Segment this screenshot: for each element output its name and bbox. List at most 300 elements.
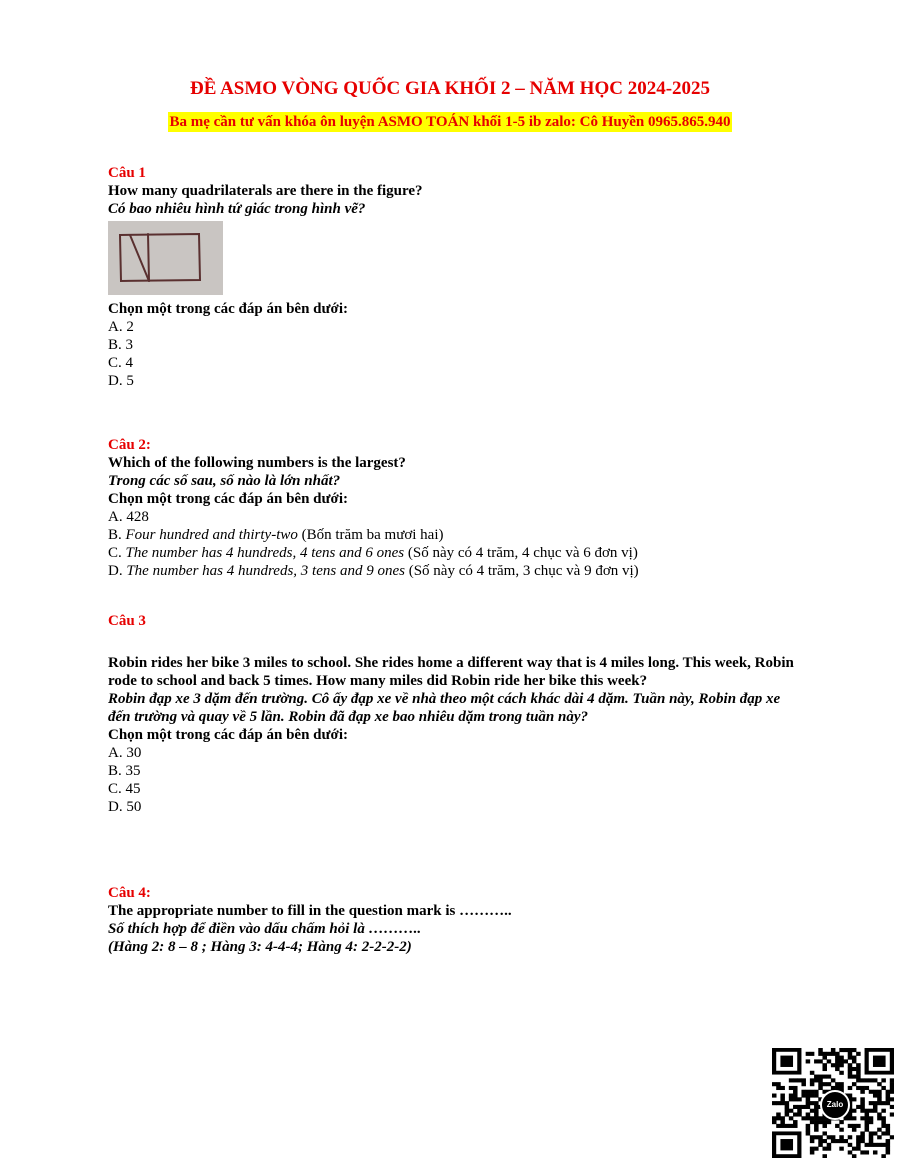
qr-module: [865, 1128, 870, 1132]
qr-module: [797, 1109, 802, 1113]
qr-module: [822, 1052, 827, 1056]
qr-module: [822, 1124, 827, 1128]
option-d-prefix: D.: [108, 563, 127, 579]
qr-module: [886, 1147, 891, 1151]
qr-module: [827, 1075, 832, 1079]
qr-module: [806, 1101, 811, 1105]
qr-module: [797, 1097, 802, 1101]
qr-module: [873, 1078, 878, 1082]
qr-module: [848, 1143, 853, 1147]
qr-module: [810, 1052, 815, 1056]
qr-module: [873, 1131, 878, 1135]
qr-module: [818, 1082, 823, 1086]
qr-module: [848, 1094, 853, 1098]
qr-module: [814, 1135, 819, 1139]
qr-module: [776, 1112, 781, 1116]
qr-module: [818, 1052, 823, 1056]
qr-module: [835, 1063, 840, 1067]
qr-module: [886, 1124, 891, 1128]
qr-module: [810, 1135, 815, 1139]
option-b-prefix: B.: [108, 527, 126, 543]
qr-module: [886, 1097, 891, 1101]
qr-module: [827, 1120, 832, 1124]
qr-module: [810, 1082, 815, 1086]
qr-module: [869, 1078, 874, 1082]
qr-module: [789, 1109, 794, 1113]
qr-module: [869, 1131, 874, 1135]
qr-module: [839, 1120, 844, 1124]
qr-module: [780, 1094, 785, 1098]
qr-module: [814, 1112, 819, 1116]
qr-module: [852, 1048, 857, 1052]
qr-module: [852, 1056, 857, 1060]
question-1-english: How many quadrilaterals are there in the figure?: [108, 183, 423, 199]
qr-module: [839, 1086, 844, 1090]
question-3-vietnamese: Robin đạp xe 3 dặm đến trường. Cô ấy đạp xe về nhà theo một cách khác dài 4 dặm. Tuần này, Robin đạp xe đến trường và quay về 5 lần. Robin đã đạp xe bao nhiêu dặm trong tuần này?: [108, 691, 781, 725]
qr-module: [873, 1109, 878, 1113]
qr-module: [822, 1063, 827, 1067]
qr-module: [886, 1150, 891, 1154]
question-2-choose-text: Chọn một trong các đáp án bên dưới:: [108, 491, 348, 507]
qr-module: [852, 1109, 857, 1113]
qr-module: [873, 1094, 878, 1098]
option-d-english: The number has 4 hundreds, 3 tens and 9 ones: [126, 563, 405, 579]
question-1-option-b[interactable]: B. 3: [108, 337, 134, 353]
qr-module: [869, 1139, 874, 1143]
qr-module: [827, 1059, 832, 1063]
qr-module: [806, 1097, 811, 1101]
qr-module: [814, 1059, 819, 1063]
question-4-hint: (Hàng 2: 8 – 8 ; Hàng 3: 4-4-4; Hàng 4: 2-2-2-2): [108, 939, 412, 955]
qr-module: [818, 1139, 823, 1143]
qr-module: [852, 1059, 857, 1063]
qr-module: [780, 1120, 785, 1124]
qr-module: [856, 1135, 861, 1139]
qr-module: [881, 1131, 886, 1135]
qr-module: [818, 1075, 823, 1079]
qr-module: [776, 1124, 781, 1128]
qr-module: [839, 1082, 844, 1086]
qr-module: [881, 1124, 886, 1128]
qr-module: [839, 1147, 844, 1151]
qr-module: [852, 1067, 857, 1071]
qr-module: [873, 1090, 878, 1094]
qr-module: [839, 1139, 844, 1143]
qr-module: [814, 1128, 819, 1132]
qr-module: [848, 1135, 853, 1139]
qr-module: [801, 1094, 806, 1098]
qr-module: [839, 1135, 844, 1139]
qr-module: [806, 1131, 811, 1135]
question-2-vietnamese: Trong các số sau, số nào là lớn nhất?: [108, 473, 341, 489]
question-2: [108, 436, 798, 580]
qr-module: [848, 1075, 853, 1079]
question-3-option-c[interactable]: C. 45: [108, 781, 141, 797]
qr-module: [822, 1067, 827, 1071]
qr-module: [776, 1116, 781, 1120]
qr-module: [835, 1059, 840, 1063]
qr-module: [856, 1147, 861, 1151]
contact-banner-wrap: [0, 112, 900, 132]
qr-module: [873, 1105, 878, 1109]
qr-module: [806, 1052, 811, 1056]
question-3-choose-text: Chọn một trong các đáp án bên dưới:: [108, 727, 348, 743]
qr-module: [890, 1078, 894, 1082]
qr-module: [839, 1071, 844, 1075]
qr-module: [852, 1082, 857, 1086]
qr-module: [793, 1112, 798, 1116]
qr-module: [869, 1116, 874, 1120]
qr-module: [886, 1094, 891, 1098]
quadrilateral-diagram: [108, 221, 223, 295]
qr-module: [856, 1071, 861, 1075]
qr-module: [785, 1112, 790, 1116]
qr-module: [814, 1101, 819, 1105]
question-3-label-block: [108, 612, 798, 630]
middle-vertical-line: [148, 234, 149, 281]
question-3-option-b[interactable]: B. 35: [108, 763, 141, 779]
qr-module: [835, 1056, 840, 1060]
qr-module: [831, 1048, 836, 1052]
qr-module: [890, 1097, 894, 1101]
qr-module: [852, 1075, 857, 1079]
qr-module: [810, 1116, 815, 1120]
qr-module: [780, 1124, 785, 1128]
qr-module: [881, 1120, 886, 1124]
qr-module: [886, 1139, 891, 1143]
qr-module: [835, 1067, 840, 1071]
qr-module: [797, 1112, 802, 1116]
qr-module: [856, 1124, 861, 1128]
qr-module: [780, 1056, 793, 1067]
qr-module: [877, 1090, 882, 1094]
qr-module: [831, 1078, 836, 1082]
option-d-vietnamese: (Số này có 4 trăm, 3 chục và 9 đơn vị): [404, 563, 639, 579]
qr-module: [789, 1116, 794, 1120]
qr-module: [860, 1116, 865, 1120]
qr-module: [881, 1078, 886, 1082]
qr-module: [852, 1124, 857, 1128]
qr-module: [848, 1048, 853, 1052]
qr-module: [869, 1109, 874, 1113]
qr-module: [886, 1143, 891, 1147]
qr-module: [877, 1143, 882, 1147]
qr-module: [856, 1063, 861, 1067]
qr-module: [869, 1135, 874, 1139]
qr-module: [835, 1139, 840, 1143]
qr-module: [852, 1154, 857, 1158]
question-2-option-a[interactable]: A. 428: [108, 509, 149, 525]
qr-module: [873, 1143, 878, 1147]
qr-module: [806, 1116, 811, 1120]
qr-module: [810, 1109, 815, 1113]
qr-module: [814, 1094, 819, 1098]
qr-module: [827, 1147, 832, 1151]
option-c-vietnamese: (Số này có 4 trăm, 4 chục và 6 đơn vị): [404, 545, 638, 561]
qr-module: [814, 1120, 819, 1124]
qr-module: [772, 1101, 777, 1105]
qr-module: [827, 1143, 832, 1147]
qr-module: [873, 1101, 878, 1105]
qr-module: [810, 1150, 815, 1154]
question-3-label: Câu 3: [108, 613, 146, 629]
qr-module: [877, 1116, 882, 1120]
qr-module: [865, 1078, 870, 1082]
qr-module: [865, 1120, 870, 1124]
question-2-option-c[interactable]: [108, 544, 798, 562]
qr-module: [856, 1143, 861, 1147]
qr-module: [793, 1120, 798, 1124]
qr-module: [822, 1131, 827, 1135]
qr-module: [852, 1116, 857, 1120]
question-1-option-d[interactable]: D. 5: [108, 373, 134, 389]
qr-module: [886, 1128, 891, 1132]
qr-module: [806, 1105, 811, 1109]
qr-module: [785, 1105, 790, 1109]
qr-module: [831, 1135, 836, 1139]
qr-module: [839, 1063, 844, 1067]
qr-module: [785, 1101, 790, 1105]
qr-module: [818, 1048, 823, 1052]
qr-module: [860, 1109, 865, 1113]
question-4-english: The appropriate number to fill in the question mark is ………..: [108, 903, 512, 919]
qr-module: [789, 1086, 794, 1090]
question-4-label: Câu 4:: [108, 885, 151, 901]
qr-module: [852, 1147, 857, 1151]
qr-module: [852, 1097, 857, 1101]
qr-module: [890, 1135, 894, 1139]
qr-module: [860, 1090, 865, 1094]
qr-module: [860, 1101, 865, 1105]
qr-module: [810, 1147, 815, 1151]
qr-module: [780, 1101, 785, 1105]
qr-module: [860, 1086, 865, 1090]
qr-module: [818, 1086, 823, 1090]
qr-module: [827, 1082, 832, 1086]
qr-module: [835, 1082, 840, 1086]
qr-module: [848, 1124, 853, 1128]
qr-module: [793, 1105, 798, 1109]
qr-module: [860, 1135, 865, 1139]
question-2-label: Câu 2:: [108, 437, 151, 453]
qr-module: [860, 1139, 865, 1143]
qr-module: [814, 1116, 819, 1120]
qr-module: [881, 1154, 886, 1158]
qr-module: [801, 1116, 806, 1120]
qr-module: [822, 1082, 827, 1086]
qr-module: [818, 1135, 823, 1139]
qr-module: [881, 1116, 886, 1120]
question-3-option-d[interactable]: D. 50: [108, 799, 142, 815]
qr-module: [806, 1112, 811, 1116]
qr-module: [873, 1150, 878, 1154]
qr-module: [810, 1078, 815, 1082]
question-2-option-d[interactable]: [108, 562, 798, 580]
page-title: ĐỀ ASMO VÒNG QUỐC GIA KHỐI 2 – NĂM HỌC 2024-2025: [189, 78, 711, 99]
qr-module: [831, 1052, 836, 1056]
qr-module: [789, 1097, 794, 1101]
qr-module: [865, 1116, 870, 1120]
qr-module: [865, 1143, 870, 1147]
question-1-answers: [108, 300, 798, 390]
qr-module: [856, 1086, 861, 1090]
qr-module: [860, 1097, 865, 1101]
qr-module: [844, 1139, 849, 1143]
question-1-option-c[interactable]: C. 4: [108, 355, 134, 371]
qr-module: [814, 1075, 819, 1079]
question-1-option-a[interactable]: A. 2: [108, 319, 134, 335]
option-c-prefix: C.: [108, 545, 126, 561]
qr-module: [869, 1143, 874, 1147]
qr-module: [806, 1124, 811, 1128]
qr-module: [869, 1101, 874, 1105]
qr-module: [886, 1090, 891, 1094]
qr-module: [877, 1094, 882, 1098]
qr-module: [797, 1078, 802, 1082]
qr-module: [785, 1124, 790, 1128]
qr-module: [877, 1082, 882, 1086]
qr-module: [780, 1116, 785, 1120]
qr-module: [831, 1063, 836, 1067]
qr-module: [877, 1101, 882, 1105]
question-4: [108, 884, 798, 956]
qr-module: [806, 1059, 811, 1063]
qr-module: [810, 1101, 815, 1105]
qr-module: [772, 1094, 777, 1098]
qr-module: [801, 1105, 806, 1109]
qr-module: [865, 1109, 870, 1113]
qr-module: [810, 1139, 815, 1143]
question-1-label: Câu 1: [108, 165, 146, 181]
qr-module: [877, 1135, 882, 1139]
qr-module: [780, 1139, 793, 1150]
qr-module: [793, 1097, 798, 1101]
qr-module: [839, 1056, 844, 1060]
qr-module: [865, 1112, 870, 1116]
qr-module: [881, 1086, 886, 1090]
qr-module: [844, 1059, 849, 1063]
qr-module: [860, 1150, 865, 1154]
qr-module: [806, 1094, 811, 1098]
qr-module: [776, 1086, 781, 1090]
qr-module: [810, 1071, 815, 1075]
qr-module: [818, 1143, 823, 1147]
option-c-english: The number has 4 hundreds, 4 tens and 6 ones: [125, 545, 405, 561]
qr-module: [869, 1090, 874, 1094]
qr-module: [877, 1128, 882, 1132]
qr-module: [848, 1052, 853, 1056]
qr-module: [793, 1124, 798, 1128]
qr-module: [776, 1082, 781, 1086]
qr-module: [856, 1105, 861, 1109]
quadrilateral-figure: [108, 221, 223, 295]
qr-module: [789, 1094, 794, 1098]
qr-module: [822, 1075, 827, 1079]
qr-module: [890, 1105, 894, 1109]
qr-module: [835, 1124, 840, 1128]
qr-module: [835, 1052, 840, 1056]
question-1-choose-text: Chọn một trong các đáp án bên dưới:: [108, 301, 348, 317]
qr-module: [860, 1078, 865, 1082]
qr-module: [797, 1105, 802, 1109]
question-1-header: [108, 164, 798, 218]
qr-module: [886, 1101, 891, 1105]
qr-module: [814, 1090, 819, 1094]
question-2-english: Which of the following numbers is the largest?: [108, 455, 406, 471]
qr-module: [873, 1056, 886, 1067]
question-3-english: Robin rides her bike 3 miles to school. She rides home a different way that is 4 miles long. This week, Robin rode to school and back 5 times. How many miles did Robin ride her bike this week?: [108, 655, 794, 689]
question-3-option-a[interactable]: A. 30: [108, 745, 142, 761]
qr-module: [848, 1071, 853, 1075]
qr-module: [801, 1078, 806, 1082]
qr-module: [856, 1052, 861, 1056]
qr-module: [827, 1052, 832, 1056]
qr-module: [839, 1128, 844, 1132]
qr-module: [848, 1067, 853, 1071]
qr-module: [772, 1116, 777, 1120]
qr-module: [852, 1128, 857, 1132]
qr-module: [814, 1109, 819, 1113]
qr-module: [890, 1086, 894, 1090]
qr-module: [886, 1131, 891, 1135]
qr-module: [865, 1150, 870, 1154]
qr-module: [827, 1135, 832, 1139]
qr-module: [793, 1086, 798, 1090]
qr-module: [890, 1090, 894, 1094]
qr-module: [848, 1056, 853, 1060]
qr-module: [848, 1063, 853, 1067]
qr-module: [814, 1124, 819, 1128]
qr-module: [806, 1128, 811, 1132]
qr-module: [856, 1075, 861, 1079]
qr-module: [848, 1086, 853, 1090]
qr-module: [860, 1105, 865, 1109]
qr-module: [848, 1112, 853, 1116]
qr-module: [793, 1078, 798, 1082]
qr-module: [844, 1116, 849, 1120]
qr-module: [844, 1048, 849, 1052]
qr-module: [860, 1131, 865, 1135]
qr-module: [877, 1112, 882, 1116]
qr-module: [848, 1116, 853, 1120]
qr-module: [822, 1147, 827, 1151]
qr-module: [810, 1094, 815, 1098]
qr-module: [801, 1082, 806, 1086]
option-b-vietnamese: (Bốn trăm ba mươi hai): [297, 527, 444, 543]
qr-module: [793, 1090, 798, 1094]
qr-module: [818, 1120, 823, 1124]
qr-module: [865, 1124, 870, 1128]
zalo-qr-code[interactable]: [772, 1048, 894, 1158]
qr-module: [818, 1059, 823, 1063]
qr-module: [890, 1082, 894, 1086]
qr-module: [856, 1078, 861, 1082]
qr-module: [780, 1086, 785, 1090]
question-2-option-b[interactable]: [108, 526, 798, 544]
zalo-badge: Zalo: [820, 1090, 850, 1120]
qr-module: [814, 1105, 819, 1109]
qr-module: [831, 1139, 836, 1143]
qr-module: [869, 1120, 874, 1124]
question-3: [108, 654, 798, 816]
qr-module: [818, 1078, 823, 1082]
question-4-vietnamese: Số thích hợp để điền vào dấu chấm hỏi là ………..: [108, 921, 422, 937]
qr-module: [789, 1124, 794, 1128]
qr-module: [780, 1097, 785, 1101]
qr-module: [881, 1101, 886, 1105]
qr-module: [839, 1059, 844, 1063]
qr-module: [793, 1094, 798, 1098]
